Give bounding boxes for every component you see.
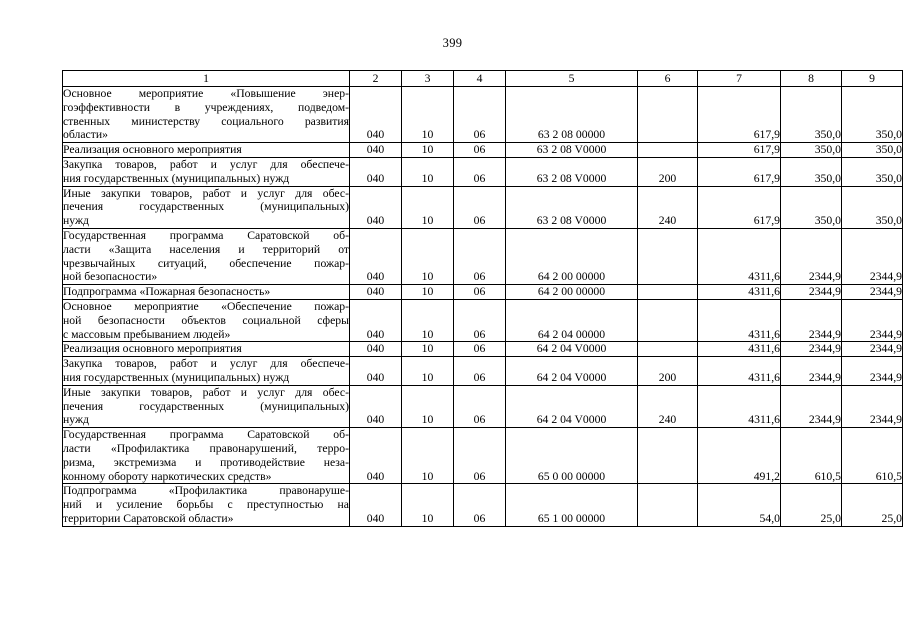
table-row (63, 186, 903, 228)
row-celevaya-statya: 64 2 04 V0000 (506, 342, 638, 357)
row-amount-1: 4311,6 (698, 299, 781, 341)
row-amount-2: 2344,9 (781, 299, 842, 341)
row-vedomstvo: 040 (350, 228, 402, 284)
row-amount-3: 2344,9 (842, 299, 903, 341)
row-amount-2: 2344,9 (781, 285, 842, 300)
table-row (63, 285, 903, 300)
budget-table (62, 70, 903, 527)
column-header-1: 1 (63, 71, 350, 87)
row-vid-rashodov (638, 87, 698, 143)
row-vedomstvo: 040 (350, 285, 402, 300)
row-vid-rashodov: 200 (638, 357, 698, 386)
table-row (63, 299, 903, 341)
table-header-row (63, 71, 903, 87)
row-amount-1: 4311,6 (698, 357, 781, 386)
row-vid-rashodov (638, 299, 698, 341)
row-podrazdel: 06 (454, 299, 506, 341)
row-name: Реализация основного мероприятия (63, 342, 350, 357)
row-celevaya-statya: 64 2 00 00000 (506, 228, 638, 284)
column-header-2: 2 (350, 71, 402, 87)
row-amount-2: 2344,9 (781, 228, 842, 284)
row-amount-3: 610,5 (842, 428, 903, 484)
table-row (63, 157, 903, 186)
row-podrazdel: 06 (454, 87, 506, 143)
row-amount-1: 617,9 (698, 143, 781, 158)
table-header (63, 71, 903, 87)
row-vid-rashodov (638, 228, 698, 284)
row-razdel: 10 (402, 357, 454, 386)
row-celevaya-statya: 65 1 00 00000 (506, 484, 638, 526)
row-name: Иные закупки товаров, работ и услуг для обес- печения государственных (муниципальных) нужд (63, 385, 349, 427)
row-vid-rashodov (638, 285, 698, 300)
column-header-5: 5 (506, 71, 638, 87)
row-amount-2: 2344,9 (781, 342, 842, 357)
row-razdel: 10 (402, 143, 454, 158)
row-amount-3: 25,0 (842, 484, 903, 526)
row-razdel: 10 (402, 484, 454, 526)
column-header-3: 3 (402, 71, 454, 87)
row-celevaya-statya: 63 2 08 V0000 (506, 186, 638, 228)
column-header-8: 8 (781, 71, 842, 87)
column-header-6: 6 (638, 71, 698, 87)
row-podrazdel: 06 (454, 186, 506, 228)
row-vedomstvo: 040 (350, 186, 402, 228)
column-header-9: 9 (842, 71, 903, 87)
row-amount-3: 350,0 (842, 186, 903, 228)
row-vid-rashodov (638, 428, 698, 484)
row-amount-2: 350,0 (781, 143, 842, 158)
row-podrazdel: 06 (454, 285, 506, 300)
row-amount-2: 610,5 (781, 428, 842, 484)
table-row (63, 228, 903, 284)
row-vedomstvo: 040 (350, 342, 402, 357)
row-amount-3: 2344,9 (842, 357, 903, 386)
row-amount-1: 4311,6 (698, 342, 781, 357)
row-podrazdel: 06 (454, 484, 506, 526)
row-amount-1: 4311,6 (698, 285, 781, 300)
row-celevaya-statya: 64 2 04 V0000 (506, 357, 638, 386)
row-amount-3: 350,0 (842, 157, 903, 186)
row-podrazdel: 06 (454, 385, 506, 427)
row-vedomstvo: 040 (350, 157, 402, 186)
row-amount-1: 54,0 (698, 484, 781, 526)
row-name: Закупка товаров, работ и услуг для обеспече- ния государственных (муниципальных) нужд (63, 357, 349, 384)
row-amount-2: 350,0 (781, 87, 842, 143)
row-name: Подпрограмма «Пожарная безопасность» (63, 285, 350, 300)
row-vid-rashodov (638, 342, 698, 357)
row-podrazdel: 06 (454, 428, 506, 484)
table-row (63, 357, 903, 386)
table-row (63, 385, 903, 427)
table-row (63, 87, 903, 143)
row-amount-3: 2344,9 (842, 385, 903, 427)
row-amount-3: 350,0 (842, 87, 903, 143)
row-vedomstvo: 040 (350, 299, 402, 341)
row-razdel: 10 (402, 428, 454, 484)
row-amount-3: 350,0 (842, 143, 903, 158)
row-celevaya-statya: 63 2 08 V0000 (506, 143, 638, 158)
row-amount-3: 2344,9 (842, 228, 903, 284)
row-name: Закупка товаров, работ и услуг для обеспече- ния государственных (муниципальных) нужд (63, 157, 349, 185)
row-podrazdel: 06 (454, 228, 506, 284)
row-amount-3: 2344,9 (842, 285, 903, 300)
table-row (63, 484, 903, 526)
row-name: Подпрограмма «Профилактика правонаруше- ний и усиление борьбы с преступностью на территории Саратовской области» (63, 484, 349, 525)
row-name: Основное мероприятие «Обеспечение пожар- ной безопасности объектов социальной сферы с массовым пребыванием людей» (63, 299, 349, 341)
row-amount-1: 4311,6 (698, 385, 781, 427)
row-vid-rashodov (638, 143, 698, 158)
page-number: 399 (442, 36, 463, 50)
row-amount-1: 617,9 (698, 87, 781, 143)
row-razdel: 10 (402, 87, 454, 143)
row-amount-3: 2344,9 (842, 342, 903, 357)
row-name: Государственная программа Саратовской об- ласти «Защита населения и территорий от чрезвычайных ситуаций, обеспечение пожар- ной безопасности» (63, 228, 349, 284)
row-razdel: 10 (402, 157, 454, 186)
row-podrazdel: 06 (454, 143, 506, 158)
row-celevaya-statya: 63 2 08 V0000 (506, 157, 638, 186)
row-vid-rashodov: 240 (638, 385, 698, 427)
row-name: Государственная программа Саратовской об- ласти «Профилактика правонарушений, терро- ризма, экстремизма и противодействие неза- конному обороту наркотических средств» (63, 428, 349, 483)
table-row (63, 342, 903, 357)
row-vedomstvo: 040 (350, 484, 402, 526)
row-amount-2: 2344,9 (781, 357, 842, 386)
row-podrazdel: 06 (454, 157, 506, 186)
column-header-4: 4 (454, 71, 506, 87)
row-vid-rashodov: 240 (638, 186, 698, 228)
table-row (63, 143, 903, 158)
row-celevaya-statya: 64 2 00 00000 (506, 285, 638, 300)
row-razdel: 10 (402, 299, 454, 341)
row-razdel: 10 (402, 186, 454, 228)
row-razdel: 10 (402, 228, 454, 284)
row-amount-2: 2344,9 (781, 385, 842, 427)
row-razdel: 10 (402, 285, 454, 300)
row-amount-1: 491,2 (698, 428, 781, 484)
row-amount-1: 617,9 (698, 157, 781, 186)
row-vid-rashodov: 200 (638, 157, 698, 186)
row-amount-2: 350,0 (781, 186, 842, 228)
row-amount-1: 4311,6 (698, 228, 781, 284)
table-body (63, 87, 903, 527)
row-name: Иные закупки товаров, работ и услуг для обес- печения государственных (муниципальных) нужд (63, 186, 349, 228)
row-podrazdel: 06 (454, 342, 506, 357)
row-razdel: 10 (402, 342, 454, 357)
row-celevaya-statya: 64 2 04 V0000 (506, 385, 638, 427)
row-name: Реализация основного мероприятия (63, 143, 350, 158)
row-vedomstvo: 040 (350, 357, 402, 386)
column-header-7: 7 (698, 71, 781, 87)
row-razdel: 10 (402, 385, 454, 427)
row-amount-1: 617,9 (698, 186, 781, 228)
row-celevaya-statya: 63 2 08 00000 (506, 87, 638, 143)
row-celevaya-statya: 65 0 00 00000 (506, 428, 638, 484)
row-amount-2: 25,0 (781, 484, 842, 526)
row-vedomstvo: 040 (350, 428, 402, 484)
row-celevaya-statya: 64 2 04 00000 (506, 299, 638, 341)
row-amount-2: 350,0 (781, 157, 842, 186)
table-row (63, 428, 903, 484)
row-name: Основное мероприятие «Повышение энер- гоэффективности в учреждениях, подведом- ственных министерству социального развития области» (63, 87, 349, 142)
row-vedomstvo: 040 (350, 143, 402, 158)
row-vedomstvo: 040 (350, 385, 402, 427)
row-vedomstvo: 040 (350, 87, 402, 143)
row-vid-rashodov (638, 484, 698, 526)
row-podrazdel: 06 (454, 357, 506, 386)
